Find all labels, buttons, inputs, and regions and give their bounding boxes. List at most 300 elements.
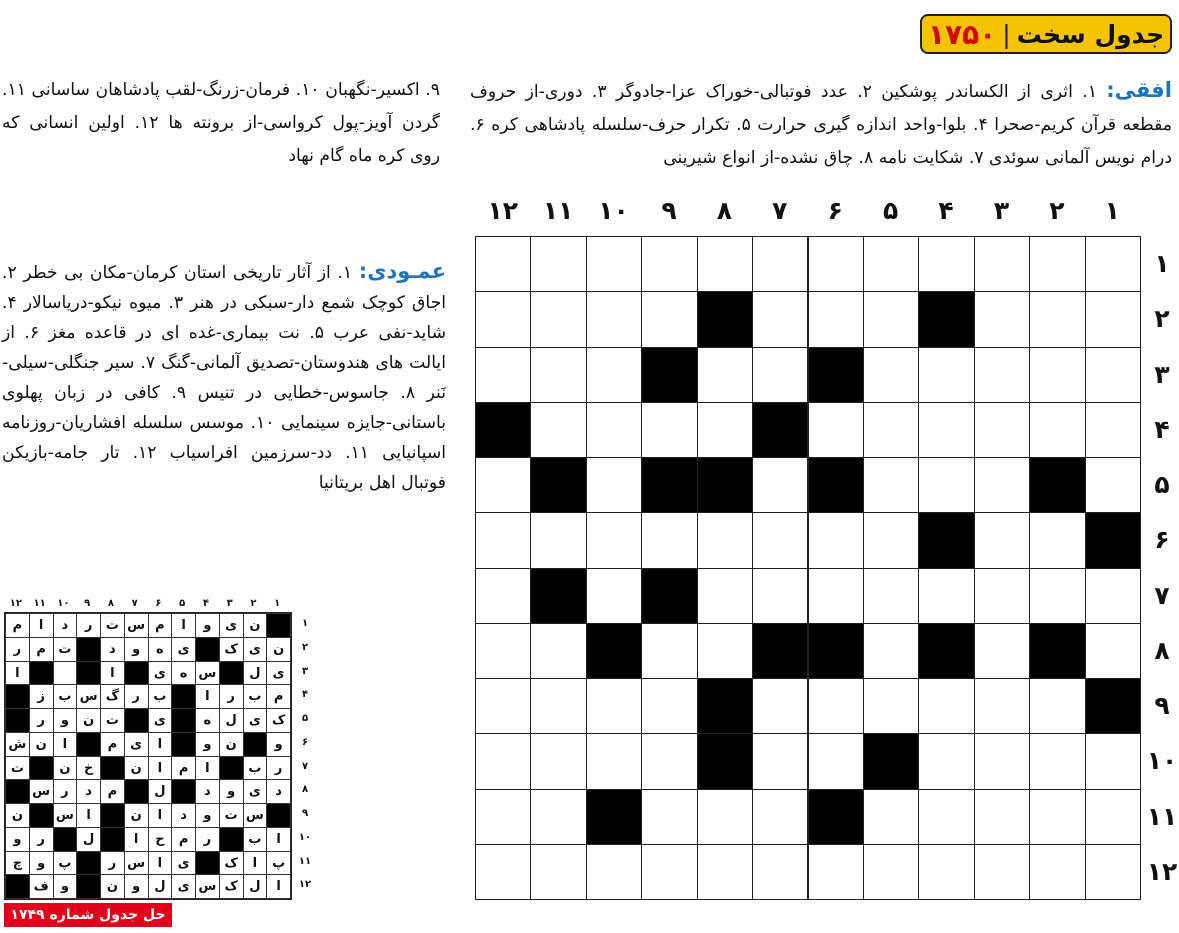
solution-cell: ی [171, 851, 196, 876]
solution-cell: ی [148, 708, 173, 733]
grid-cell[interactable] [586, 347, 642, 403]
vertical-clues-text: ۱. از آثار تاریخی استان کرمان-مکان بی خطر ۲. اجاق کوچک شمع دار-سبکی در هنر ۳. میوه نیکو-دریاسالار ۴. شاید-نفی عرب ۵. نت بیماری-غده ای در قاعده مغز ۶. از ایالت های هندوستان-تصدیق آلمانی-گنگ ۷. سیر جنگلی-سیلی-نَنر ۸. جاسوس-خطایی در تنیس ۹. کافی در زبان پهلوی باستانی-جایزه سینمایی ۱۰. موسس سلسله افشاریان-روزنامه اسپانیایی ۱۱. دد-سرزمین افراسیاب ۱۲. تار جامه-بازیکن فوتبال اهل بریتانیا [2, 263, 446, 493]
grid-column-numbers [475, 196, 1140, 226]
solution-cell: ل [243, 874, 268, 899]
grid-cell[interactable] [586, 568, 642, 624]
grid-cell[interactable] [475, 568, 531, 624]
grid-cell[interactable] [530, 844, 586, 900]
column-number: ۱ [1104, 196, 1120, 225]
solution-cell: د [76, 779, 101, 804]
solution-cell: د [195, 779, 220, 804]
solution-cell: ا [5, 661, 30, 686]
grid-cell[interactable] [808, 402, 864, 458]
grid-cell[interactable] [1029, 844, 1085, 900]
grid-cell[interactable] [863, 402, 919, 458]
grid-cell[interactable] [918, 236, 974, 292]
horizontal-clues-text-right: ۱. اثری از الکساندر پوشکین ۲. عدد فوتبالی-خوراک عزا-جادوگر ۳. دوری-از حروف مقطعه قرآن کریم-صحرا ۴. بلوا-واحد اندازه گیری حرارت ۵. تکرار حرف-سلسله پادشاهی کره ۶. درام نویس آلمانی سوئدی ۷. شکایت نامه ۸. چاق نشده-از انواع شیرینی [470, 82, 1173, 168]
solution-cell: ک [219, 637, 244, 662]
column-number: ۷ [772, 196, 788, 225]
grid-cell[interactable] [808, 512, 864, 568]
solution-cell: ی [243, 708, 268, 733]
solution-cell: ر [76, 613, 101, 638]
grid-cell[interactable] [530, 789, 586, 845]
solution-cell: ا [171, 613, 196, 638]
horizontal-clues-text-left: ۹. اکسیر-نگهبان ۱۰. فرمان-زرنگ-لقب پادشاهان ساسانی ۱۱. گردن آویز-پول کرواسی-از برونته ها ۱۲. اولین انسانی که روی کره ماه گام نهاد [2, 80, 440, 166]
grid-cell-black [530, 568, 586, 624]
grid-cell[interactable] [697, 844, 753, 900]
grid-cell-black [752, 402, 808, 458]
grid-cell[interactable] [918, 568, 974, 624]
solution-cell: و [266, 732, 291, 757]
solution-cell-black [266, 613, 291, 638]
grid-cell[interactable] [475, 291, 531, 347]
grid-cell[interactable] [1029, 347, 1085, 403]
grid-cell[interactable] [641, 623, 697, 679]
solution-row-number: ۴ [301, 689, 309, 701]
solution-cell: پ [266, 851, 291, 876]
grid-cell[interactable] [530, 402, 586, 458]
grid-cell[interactable] [863, 347, 919, 403]
solution-cell: م [171, 756, 196, 781]
grid-cell[interactable] [641, 789, 697, 845]
grid-cell-black [1029, 623, 1085, 679]
grid-cell-black [808, 623, 864, 679]
solution-cell-black [5, 684, 30, 709]
title-separator: | [1002, 19, 1011, 49]
grid-cell[interactable] [918, 789, 974, 845]
solution-row-number: ۹ [301, 808, 309, 819]
row-number: ۱۲ [1146, 856, 1178, 886]
solution-cell: ر [29, 827, 54, 852]
solution-cell: ن [5, 803, 30, 828]
solution-cell: ن [100, 874, 125, 899]
grid-cell[interactable] [530, 623, 586, 679]
solution-cell: ل [148, 874, 173, 899]
solution-column-number: ۵ [179, 598, 186, 609]
solution-cell: ی [243, 779, 268, 804]
grid-cell[interactable] [1029, 568, 1085, 624]
solution-column-number: ۱ [274, 598, 281, 609]
row-number: ۷ [1154, 580, 1170, 610]
solution-cell: ل [243, 661, 268, 686]
grid-cell[interactable] [863, 512, 919, 568]
solution-cell: ا [124, 827, 149, 852]
solution-cell: ن [124, 803, 149, 828]
grid-cell-black [697, 733, 753, 789]
solution-cell: ت [53, 637, 78, 662]
solution-cell: م [171, 827, 196, 852]
grid-cell[interactable] [475, 789, 531, 845]
solution-row-number: ۲ [301, 641, 309, 653]
solution-cell-black [100, 827, 125, 852]
row-number: ۴ [1154, 414, 1170, 444]
solution-cell: ا [148, 732, 173, 757]
column-number: ۲ [1049, 196, 1065, 225]
horizontal-clues-left [2, 74, 440, 182]
puzzle-title: جدول سخت [1016, 19, 1165, 49]
solution-cell: د [53, 613, 78, 638]
solution-cell: ا [266, 827, 291, 852]
solution-cell-black [195, 851, 220, 876]
solution-column-number: ۳ [226, 598, 233, 609]
solution-cell: ا [266, 874, 291, 899]
grid-cell[interactable] [863, 457, 919, 513]
solution-cell-black [171, 684, 196, 709]
vertical-heading: عمـودی: [358, 259, 446, 283]
solution-cell: ی [171, 874, 196, 899]
column-number: ۳ [993, 196, 1010, 225]
grid-cell[interactable] [641, 678, 697, 734]
grid-cell[interactable] [697, 402, 753, 458]
grid-cell-black [863, 733, 919, 789]
solution-cell-black [266, 803, 291, 828]
solution-cell: س [124, 851, 149, 876]
solution-cell: ب [243, 756, 268, 781]
solution-cell: د [171, 803, 196, 828]
solution-cell: ا [195, 756, 220, 781]
solution-cell: ه [195, 708, 220, 733]
grid-cell[interactable] [530, 678, 586, 734]
solution-column-number: ۱۱ [33, 598, 46, 609]
solution-cell: ی [148, 661, 173, 686]
solution-cell: س [29, 779, 54, 804]
solution-row-number: ۳ [301, 665, 309, 677]
grid-cell[interactable] [752, 512, 808, 568]
grid-cell[interactable] [863, 623, 919, 679]
grid-cell[interactable] [974, 623, 1030, 679]
solution-cell: د [100, 637, 125, 662]
solution-cell: ی [171, 637, 196, 662]
solution-cell: چ [5, 851, 30, 876]
solution-cell: ن [76, 708, 101, 733]
grid-cell[interactable] [1085, 844, 1141, 900]
grid-cell[interactable] [752, 733, 808, 789]
solution-cell: ا [195, 684, 220, 709]
grid-cell[interactable] [808, 733, 864, 789]
grid-cell[interactable] [1085, 789, 1141, 845]
solution-cell-black [124, 708, 149, 733]
grid-cell[interactable] [918, 402, 974, 458]
row-number: ۸ [1154, 635, 1170, 665]
grid-cell-black [752, 623, 808, 679]
grid-cell[interactable] [1029, 291, 1085, 347]
column-number: ۸ [716, 196, 732, 225]
solution-cell: ا [29, 613, 54, 638]
grid-cell[interactable] [863, 844, 919, 900]
solution-cell: ر [100, 851, 125, 876]
solution-cell-black [124, 661, 149, 686]
grid-cell[interactable] [697, 347, 753, 403]
solution-cell-black [171, 779, 196, 804]
solution-cell: ش [5, 732, 30, 757]
vertical-clues [2, 256, 446, 572]
solution-row-number: ۱۰ [298, 831, 312, 843]
solution-cell: ت [5, 756, 30, 781]
grid-cell[interactable] [752, 844, 808, 900]
solution-cell: ت [219, 803, 244, 828]
solution-column-numbers [4, 598, 292, 612]
solution-cell-black [76, 637, 101, 662]
solution-cell: ر [29, 708, 54, 733]
grid-cell[interactable] [918, 457, 974, 513]
solution-cell: گ [100, 684, 125, 709]
grid-cell[interactable] [1029, 789, 1085, 845]
solution-cell: ر [195, 827, 220, 852]
solution-cell: م [100, 779, 125, 804]
solution-cell: ر [53, 779, 78, 804]
grid-cell[interactable] [586, 236, 642, 292]
grid-cell[interactable] [918, 347, 974, 403]
grid-cell[interactable] [918, 844, 974, 900]
column-number: ۱۲ [487, 196, 518, 225]
solution-cell: ر [266, 756, 291, 781]
solution-cell: ی [266, 661, 291, 686]
grid-cell[interactable] [863, 291, 919, 347]
grid-cell[interactable] [530, 236, 586, 292]
grid-cell[interactable] [808, 568, 864, 624]
grid-cell[interactable] [808, 678, 864, 734]
grid-cell[interactable] [641, 402, 697, 458]
column-number: ۶ [827, 196, 843, 225]
solution-label: حل جدول شماره ۱۷۴۹ [4, 903, 172, 927]
solution-cell: ن [219, 732, 244, 757]
grid-cell[interactable] [1085, 291, 1141, 347]
grid-cell[interactable] [1029, 733, 1085, 789]
solution-cell: س [124, 613, 149, 638]
solution-cell: ا [53, 732, 78, 757]
solution-cell: ن [124, 756, 149, 781]
solution-cell: و [124, 874, 149, 899]
grid-cell[interactable] [475, 512, 531, 568]
grid-cell[interactable] [863, 678, 919, 734]
grid-cell[interactable] [974, 568, 1030, 624]
grid-cell[interactable] [808, 236, 864, 292]
grid-cell[interactable] [641, 291, 697, 347]
grid-cell[interactable] [974, 789, 1030, 845]
solution-cell-black [100, 803, 125, 828]
grid-cell[interactable] [586, 844, 642, 900]
grid-cell[interactable] [1085, 623, 1141, 679]
solution-cell-black [219, 661, 244, 686]
solution-cell: و [219, 779, 244, 804]
solution-cell: س [195, 661, 220, 686]
solution-cell: پ [53, 851, 78, 876]
solution-cell-black [171, 708, 196, 733]
grid-cell[interactable] [530, 347, 586, 403]
solution-cell: ا [76, 803, 101, 828]
grid-cell[interactable] [641, 236, 697, 292]
row-number: ۱۰ [1146, 746, 1178, 776]
grid-cell-black [918, 512, 974, 568]
column-number: ۱۱ [542, 196, 574, 225]
grid-cell[interactable] [475, 733, 531, 789]
grid-cell[interactable] [475, 678, 531, 734]
solution-cell-black [171, 732, 196, 757]
horizontal-clues-right [470, 74, 1172, 182]
solution-column-number: ۶ [155, 598, 162, 609]
grid-cell[interactable] [752, 789, 808, 845]
solution-cell-black [53, 827, 78, 852]
grid-cell[interactable] [1085, 236, 1141, 292]
solution-column-number: ۴ [202, 598, 209, 609]
grid-cell[interactable] [586, 678, 642, 734]
grid-cell-black [1085, 678, 1141, 734]
grid-cell[interactable] [641, 512, 697, 568]
grid-cell[interactable] [808, 844, 864, 900]
solution-cell: ن [53, 756, 78, 781]
grid-cell[interactable] [586, 512, 642, 568]
grid-cell[interactable] [752, 678, 808, 734]
grid-cell[interactable] [1085, 457, 1141, 513]
grid-cell[interactable] [974, 733, 1030, 789]
row-number: ۱۱ [1146, 801, 1178, 831]
grid-cell[interactable] [475, 844, 531, 900]
grid-cell[interactable] [530, 512, 586, 568]
grid-cell[interactable] [1085, 402, 1141, 458]
solution-cell: م [29, 637, 54, 662]
grid-cell[interactable] [697, 568, 753, 624]
solution-row-number: ۶ [301, 736, 309, 748]
solution-cell: م [148, 613, 173, 638]
grid-cell[interactable] [974, 844, 1030, 900]
grid-cell-black [808, 457, 864, 513]
grid-cell-black [475, 402, 531, 458]
row-number: ۹ [1154, 691, 1170, 720]
solution-cell: و [53, 874, 78, 899]
solution-cell: ا [148, 803, 173, 828]
grid-cell-black [641, 457, 697, 513]
grid-cell[interactable] [808, 291, 864, 347]
column-number: ۵ [882, 196, 899, 225]
grid-cell-black [586, 623, 642, 679]
solution-cell: م [5, 613, 30, 638]
grid-cell[interactable] [1029, 402, 1085, 458]
grid-cell[interactable] [974, 457, 1030, 513]
grid-cell[interactable] [752, 291, 808, 347]
grid-cell[interactable] [1085, 568, 1141, 624]
solution-cell-black [5, 779, 30, 804]
column-number: ۴ [938, 196, 954, 225]
grid-cell[interactable] [586, 733, 642, 789]
grid-cell[interactable] [586, 291, 642, 347]
solution-grid [4, 612, 292, 900]
grid-cell[interactable] [974, 291, 1030, 347]
solution-cell-black [29, 661, 54, 686]
solution-column-number: ۸ [107, 598, 114, 609]
solution-cell: ه [148, 637, 173, 662]
grid-cell[interactable] [1085, 347, 1141, 403]
grid-cell[interactable] [1029, 512, 1085, 568]
solution-cell: ل [76, 827, 101, 852]
solution-cell: ب [53, 684, 78, 709]
grid-cell[interactable] [863, 568, 919, 624]
grid-cell[interactable] [1029, 678, 1085, 734]
solution-column-number: ۹ [84, 598, 91, 609]
grid-cell[interactable] [863, 236, 919, 292]
solution-cell: ت [100, 613, 125, 638]
solution-cell: و [5, 827, 30, 852]
grid-cell[interactable] [863, 789, 919, 845]
solution-cell: و [53, 708, 78, 733]
solution-cell-black [29, 756, 54, 781]
grid-cell[interactable] [752, 568, 808, 624]
grid-cell[interactable] [752, 236, 808, 292]
grid-cell[interactable] [530, 733, 586, 789]
solution-cell: ن [243, 613, 268, 638]
solution-cell: ک [219, 874, 244, 899]
row-number: ۲ [1154, 304, 1170, 334]
row-number: ۳ [1154, 359, 1170, 389]
grid-cell[interactable] [918, 678, 974, 734]
grid-cell[interactable] [752, 457, 808, 513]
solution-cell-black [100, 756, 125, 781]
solution-cell-black [5, 874, 30, 899]
solution-cell: س [53, 803, 78, 828]
solution-cell: و [29, 851, 54, 876]
grid-cell[interactable] [697, 236, 753, 292]
grid-cell-black [1085, 512, 1141, 568]
solution-cell: ی [124, 732, 149, 757]
solution-cell-black [219, 827, 244, 852]
solution-cell: ک [266, 708, 291, 733]
grid-cell[interactable] [475, 623, 531, 679]
grid-cell-black [808, 789, 864, 845]
grid-cell-black [918, 291, 974, 347]
solution-row-numbers [296, 612, 316, 900]
horizontal-heading: افقی: [1106, 78, 1172, 102]
solution-cell: ن [266, 637, 291, 662]
grid-cell[interactable] [586, 402, 642, 458]
solution-cell [53, 661, 78, 686]
grid-cell[interactable] [918, 733, 974, 789]
solution-cell-black [76, 661, 101, 686]
grid-cell[interactable] [697, 512, 753, 568]
grid-cell[interactable] [974, 678, 1030, 734]
grid-cell[interactable] [697, 623, 753, 679]
grid-cell[interactable] [641, 844, 697, 900]
solution-cell-black [219, 756, 244, 781]
grid-cell[interactable] [475, 457, 531, 513]
grid-cell[interactable] [530, 291, 586, 347]
grid-cell[interactable] [974, 347, 1030, 403]
solution-row-number: ۸ [301, 784, 309, 796]
grid-cell[interactable] [1029, 236, 1085, 292]
grid-cell[interactable] [475, 236, 531, 292]
grid-cell[interactable] [752, 347, 808, 403]
grid-cell[interactable] [641, 733, 697, 789]
grid-cell[interactable] [974, 512, 1030, 568]
grid-cell[interactable] [475, 347, 531, 403]
solution-cell: د [266, 779, 291, 804]
row-number: ۵ [1154, 470, 1170, 499]
grid-cell[interactable] [974, 402, 1030, 458]
solution-cell: ب [243, 827, 268, 852]
solution-cell: خ [76, 756, 101, 781]
solution-cell-black [243, 732, 268, 757]
solution-cell: ه [171, 661, 196, 686]
grid-cell[interactable] [974, 236, 1030, 292]
grid-cell[interactable] [1085, 733, 1141, 789]
solution-cell: و [195, 803, 220, 828]
grid-cell-black [1029, 457, 1085, 513]
grid-cell-black [697, 291, 753, 347]
puzzle-title-badge [920, 14, 1172, 54]
solution-column-number: ۱۲ [9, 598, 22, 609]
solution-cell: ن [29, 732, 54, 757]
grid-cell[interactable] [586, 457, 642, 513]
grid-cell[interactable] [697, 789, 753, 845]
puzzle-number: ۱۷۵۰ [927, 17, 997, 51]
